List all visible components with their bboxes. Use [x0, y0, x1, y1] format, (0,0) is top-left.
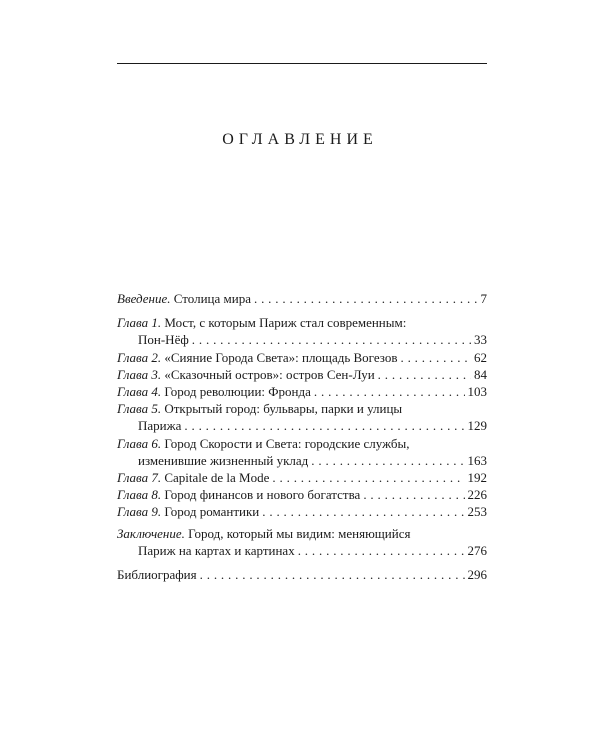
- toc-page-number: 129: [467, 418, 487, 434]
- table-of-contents: [117, 290, 487, 583]
- toc-entry-title: Парижа: [138, 418, 182, 434]
- toc-entry-title: Открытый город: бульвары, парки и улицы: [164, 401, 403, 417]
- toc-dot-leader: [378, 366, 471, 383]
- toc-entry[interactable]: [117, 383, 487, 400]
- toc-dot-leader: [254, 290, 478, 307]
- toc-entry-title: «Сияние Города Света»: площадь Вогезов: [164, 349, 398, 365]
- toc-entry-text: [117, 566, 197, 583]
- toc-entry-title: Город романтики: [164, 504, 260, 520]
- toc-page-number: 62: [474, 349, 487, 365]
- toc-entry-line: [117, 566, 487, 583]
- toc-entry[interactable]: [117, 486, 487, 503]
- toc-dot-leader: [311, 452, 464, 469]
- toc-page-number: 33: [474, 332, 487, 348]
- toc-entry-text: [138, 542, 295, 559]
- toc-entry-line: [117, 314, 487, 331]
- toc-entry-label: Глава 4.: [117, 384, 162, 400]
- toc-entry[interactable]: [117, 400, 487, 434]
- toc-entry-title: Город революции: Фронда: [164, 384, 311, 400]
- toc-entry-title: изменившие жизненный уклад: [138, 452, 309, 468]
- toc-entry[interactable]: [117, 366, 487, 383]
- toc-entry[interactable]: [117, 503, 487, 520]
- toc-entry-label: Глава 6.: [117, 435, 162, 451]
- toc-dot-leader: [192, 331, 471, 348]
- toc-entry-title: Город финансов и нового богатства: [164, 487, 361, 503]
- toc-entry-label: Глава 3.: [117, 366, 162, 382]
- toc-entry-title: Пон-Нёф: [138, 332, 189, 348]
- toc-page-number: 276: [467, 542, 487, 558]
- toc-entry-text: [117, 366, 375, 383]
- toc-entry[interactable]: [117, 290, 487, 307]
- toc-dot-leader: [272, 469, 464, 486]
- toc-page-number: 253: [467, 504, 487, 520]
- toc-entry-title: Столица мира: [173, 291, 251, 306]
- toc-entry-text: [117, 290, 251, 307]
- toc-entry-label: Глава 1.: [117, 315, 162, 331]
- toc-dot-leader: [262, 503, 464, 520]
- toc-entry-label: Глава 8.: [117, 487, 162, 503]
- toc-entry-label: Глава 2.: [117, 349, 162, 365]
- toc-entry-title: Мост, с которым Париж стал современным:: [164, 315, 407, 331]
- toc-entry[interactable]: [117, 469, 487, 486]
- toc-entry-line: [117, 542, 487, 559]
- toc-entry-line: [117, 331, 487, 348]
- toc-entry[interactable]: [117, 525, 487, 559]
- toc-entry-text: [117, 525, 410, 542]
- toc-entry-text: [138, 417, 181, 434]
- toc-entry-title: Париж на картах и картинах: [138, 542, 295, 558]
- toc-entry-text: [117, 469, 269, 486]
- toc-entry-text: [117, 383, 311, 400]
- toc-entry-label: Глава 5.: [117, 401, 162, 417]
- toc-entry-label: Заключение.: [117, 525, 185, 541]
- toc-entry[interactable]: [117, 314, 487, 348]
- toc-entry-line: [117, 469, 487, 486]
- toc-page-number: 192: [467, 470, 487, 486]
- toc-dot-leader: [184, 417, 464, 434]
- toc-entry-text: [117, 435, 410, 452]
- toc-entry-line: [117, 290, 487, 307]
- toc-dot-leader: [363, 486, 464, 503]
- toc-entry-text: [117, 314, 406, 331]
- toc-page-number: 163: [467, 452, 487, 468]
- toc-entry-text: [117, 400, 402, 417]
- page-title: ОГЛАВЛЕНИЕ: [222, 131, 378, 148]
- toc-entry-line: [117, 435, 487, 452]
- toc-page-number: 84: [474, 366, 487, 382]
- toc-entry-title: Город Скорости и Света: городские службы,: [164, 435, 410, 451]
- toc-entry-text: [117, 503, 259, 520]
- toc-gap: [117, 559, 487, 566]
- toc-entry-line: [117, 452, 487, 469]
- toc-entry-text: [117, 349, 397, 366]
- toc-entry[interactable]: [117, 566, 487, 583]
- toc-entry-line: [117, 383, 487, 400]
- toc-dot-leader: [400, 349, 471, 366]
- toc-entry-line: [117, 349, 487, 366]
- toc-entry-line: [117, 486, 487, 503]
- toc-entry-label: Глава 9.: [117, 504, 162, 520]
- toc-entry-line: [117, 525, 487, 542]
- toc-dot-leader: [314, 383, 465, 400]
- header-rule: [117, 63, 487, 64]
- toc-entry-line: [117, 366, 487, 383]
- toc-page-number: 103: [467, 384, 487, 400]
- toc-page-number: 226: [467, 487, 487, 503]
- toc-entry-line: [117, 503, 487, 520]
- toc-entry-title: Город, который мы видим: меняющийся: [188, 525, 411, 541]
- toc-entry-title: «Сказочный остров»: остров Сен-Луи: [164, 366, 375, 382]
- toc-entry-title: Capitale de la Mode: [164, 470, 270, 486]
- toc-page-number: 296: [467, 567, 487, 583]
- toc-entry-line: [117, 417, 487, 434]
- toc-entry-title: Библиография: [117, 567, 197, 583]
- toc-dot-leader: [298, 542, 465, 559]
- toc-dot-leader: [200, 566, 465, 583]
- toc-entry[interactable]: [117, 435, 487, 469]
- toc-entry-label: Введение.: [117, 291, 171, 306]
- toc-gap: [117, 307, 487, 314]
- toc-entry-label: Глава 7.: [117, 470, 162, 486]
- toc-entry-text: [138, 452, 308, 469]
- toc-entry[interactable]: [117, 349, 487, 366]
- toc-entry-line: [117, 400, 487, 417]
- toc-entry-text: [138, 331, 189, 348]
- toc-entry-text: [117, 486, 360, 503]
- toc-page-number: 7: [480, 291, 487, 306]
